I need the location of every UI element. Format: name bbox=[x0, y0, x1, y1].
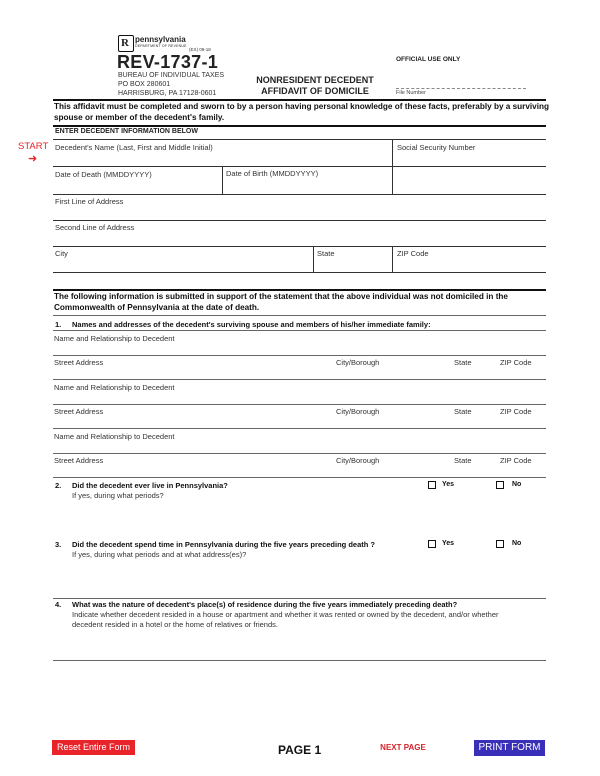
family3-city-input[interactable] bbox=[336, 466, 446, 477]
family1-state-input[interactable] bbox=[454, 368, 494, 379]
family2-city-label: City/Borough bbox=[336, 407, 380, 416]
row-rule bbox=[53, 428, 546, 429]
family1-name-label: Name and Relationship to Decedent bbox=[54, 334, 175, 343]
family3-street-input[interactable] bbox=[54, 466, 329, 477]
support-statement: The following information is submitted in support of the statement that the above individual was not domiciled in the Commonwealth of Pennsylvania at the date of death. bbox=[54, 292, 508, 312]
family1-city-label: City/Borough bbox=[336, 358, 380, 367]
start-arrow-icon: ➜ bbox=[28, 153, 38, 165]
keystone-icon: R bbox=[121, 37, 129, 49]
state-input[interactable] bbox=[317, 259, 387, 270]
family1-zip-input[interactable] bbox=[500, 368, 545, 379]
q2-number: 2. bbox=[55, 481, 62, 490]
q4-bottom-rule bbox=[53, 660, 546, 661]
zip-label: ZIP Code bbox=[397, 249, 429, 258]
q3-no-label: No bbox=[512, 540, 522, 547]
q4-answer-input[interactable] bbox=[72, 632, 542, 656]
family2-state-input[interactable] bbox=[454, 417, 494, 428]
row-rule bbox=[53, 477, 546, 478]
address-line2-input[interactable] bbox=[55, 233, 540, 244]
col-divider bbox=[222, 166, 223, 194]
row-rule bbox=[53, 220, 546, 221]
reset-form-button[interactable]: Reset Entire Form bbox=[52, 740, 135, 755]
pa-logo bbox=[118, 35, 134, 52]
bureau-address-line1: BUREAU OF INDIVIDUAL TAXES bbox=[118, 72, 225, 79]
q2-sub: If yes, during what periods? bbox=[72, 491, 164, 500]
family2-name-input[interactable] bbox=[54, 393, 539, 404]
bureau-address-line3: HARRISBURG, PA 17128-0601 bbox=[118, 90, 217, 97]
address-line2-label: Second Line of Address bbox=[55, 223, 135, 232]
zip-input[interactable] bbox=[397, 259, 542, 270]
bureau-address-line2: PO BOX 280601 bbox=[118, 81, 171, 88]
ssn-label: Social Security Number bbox=[397, 143, 476, 152]
family2-zip-label: ZIP Code bbox=[500, 407, 532, 416]
row-rule bbox=[53, 246, 546, 247]
date-of-death-label: Date of Death (MMDDYYYY) bbox=[55, 170, 152, 179]
q1-rule bbox=[53, 330, 546, 331]
q3-no-checkbox[interactable] bbox=[496, 540, 504, 548]
q2-answer-input[interactable] bbox=[72, 502, 542, 536]
q4-top-rule bbox=[53, 598, 546, 599]
q4-text: What was the nature of decedent's place(s) of residence during the five years immediately preceding death? bbox=[72, 600, 458, 609]
start-label: START bbox=[18, 141, 49, 152]
address-line1-input[interactable] bbox=[55, 207, 540, 218]
file-number-boxes bbox=[396, 80, 526, 89]
family1-street-input[interactable] bbox=[54, 368, 329, 379]
row-rule bbox=[53, 194, 546, 195]
q2-yes-label: Yes bbox=[442, 481, 455, 488]
row-rule bbox=[53, 355, 546, 356]
family3-zip-label: ZIP Code bbox=[500, 456, 532, 465]
decedent-name-input[interactable] bbox=[55, 153, 385, 164]
family2-name-label: Name and Relationship to Decedent bbox=[54, 383, 175, 392]
family2-street-label: Street Address bbox=[54, 407, 104, 416]
row-rule bbox=[53, 453, 546, 454]
q4-sub-line2: decedent resided in a hotel or the home of relatives or friends. bbox=[72, 620, 278, 629]
section-rule bbox=[53, 139, 546, 140]
form-number: REV-1737-1 bbox=[117, 52, 219, 72]
city-input[interactable] bbox=[55, 259, 305, 270]
col-divider bbox=[392, 246, 393, 272]
family3-city-label: City/Borough bbox=[336, 456, 380, 465]
official-use-label: OFFICIAL USE ONLY bbox=[396, 56, 461, 63]
family1-city-input[interactable] bbox=[336, 368, 446, 379]
row-rule bbox=[53, 404, 546, 405]
family2-state-label: State bbox=[454, 407, 472, 416]
family1-zip-label: ZIP Code bbox=[500, 358, 532, 367]
q3-number: 3. bbox=[55, 540, 62, 549]
date-of-birth-input[interactable] bbox=[226, 181, 386, 192]
q2-yes-checkbox[interactable] bbox=[428, 481, 436, 489]
address-line1-label: First Line of Address bbox=[55, 197, 124, 206]
q4-sub-line1: Indicate whether decedent resided in a house or apartment and whether it was rented or owned by the decedent, and/or whether bbox=[72, 610, 499, 619]
family1-state-label: State bbox=[454, 358, 472, 367]
form-title-line2: AFFIDAVIT OF DOMICILE bbox=[261, 86, 369, 96]
q1-text: Names and addresses of the decedent's surviving spouse and members of his/her immediate family: bbox=[72, 320, 431, 329]
col-divider bbox=[313, 246, 314, 272]
family3-state-label: State bbox=[454, 456, 472, 465]
q3-text: Did the decedent spend time in Pennsylvania during the five years preceding death ? bbox=[72, 540, 375, 549]
city-label: City bbox=[55, 249, 68, 258]
q2-no-checkbox[interactable] bbox=[496, 481, 504, 489]
support-rule bbox=[53, 315, 546, 316]
q2-text: Did the decedent ever live in Pennsylvania? bbox=[72, 481, 228, 490]
q3-sub: If yes, during what periods and at what address(es)? bbox=[72, 550, 247, 559]
q3-yes-label: Yes bbox=[442, 540, 455, 547]
q3-yes-checkbox[interactable] bbox=[428, 540, 436, 548]
family2-city-input[interactable] bbox=[336, 417, 446, 428]
agency-subtitle: DEPARTMENT OF REVENUE bbox=[135, 44, 187, 48]
q4-number: 4. bbox=[55, 600, 62, 609]
print-form-button[interactable]: PRINT FORM bbox=[474, 740, 545, 756]
family3-name-label: Name and Relationship to Decedent bbox=[54, 432, 175, 441]
family3-street-label: Street Address bbox=[54, 456, 104, 465]
agency-name: pennsylvania bbox=[135, 35, 186, 44]
q1-number: 1. bbox=[55, 320, 62, 329]
date-of-death-input[interactable] bbox=[55, 181, 215, 192]
row-rule bbox=[53, 379, 546, 380]
file-number-label: File Number bbox=[396, 90, 426, 96]
family3-state-input[interactable] bbox=[454, 466, 494, 477]
state-label: State bbox=[317, 249, 335, 258]
q2-no-label: No bbox=[512, 481, 522, 488]
section-divider bbox=[53, 125, 546, 127]
next-page-button[interactable]: NEXT PAGE bbox=[380, 743, 426, 752]
form-code: (EX) 09-18 bbox=[189, 47, 211, 52]
family2-zip-input[interactable] bbox=[500, 417, 545, 428]
date-of-birth-label: Date of Birth (MMDDYYYY) bbox=[226, 169, 319, 178]
page-number: PAGE 1 bbox=[278, 743, 322, 757]
q3-answer-input[interactable] bbox=[72, 561, 542, 595]
family1-street-label: Street Address bbox=[54, 358, 104, 367]
decedent-name-label: Decedent's Name (Last, First and Middle Initial) bbox=[55, 143, 213, 152]
family3-zip-input[interactable] bbox=[500, 466, 545, 477]
ssn-input[interactable] bbox=[397, 153, 542, 164]
form-title-line1: NONRESIDENT DECEDENT bbox=[256, 75, 374, 85]
row-rule bbox=[53, 166, 546, 167]
family2-street-input[interactable] bbox=[54, 417, 329, 428]
intro-text: This affidavit must be completed and sworn to by a person having personal knowledge of these facts, preferably by a surviving spouse or member of the decedent's family. bbox=[54, 102, 549, 122]
row-rule bbox=[53, 272, 546, 273]
family1-name-input[interactable] bbox=[54, 344, 539, 355]
family3-name-input[interactable] bbox=[54, 442, 539, 453]
section-label: ENTER DECEDENT INFORMATION BELOW bbox=[55, 128, 198, 135]
